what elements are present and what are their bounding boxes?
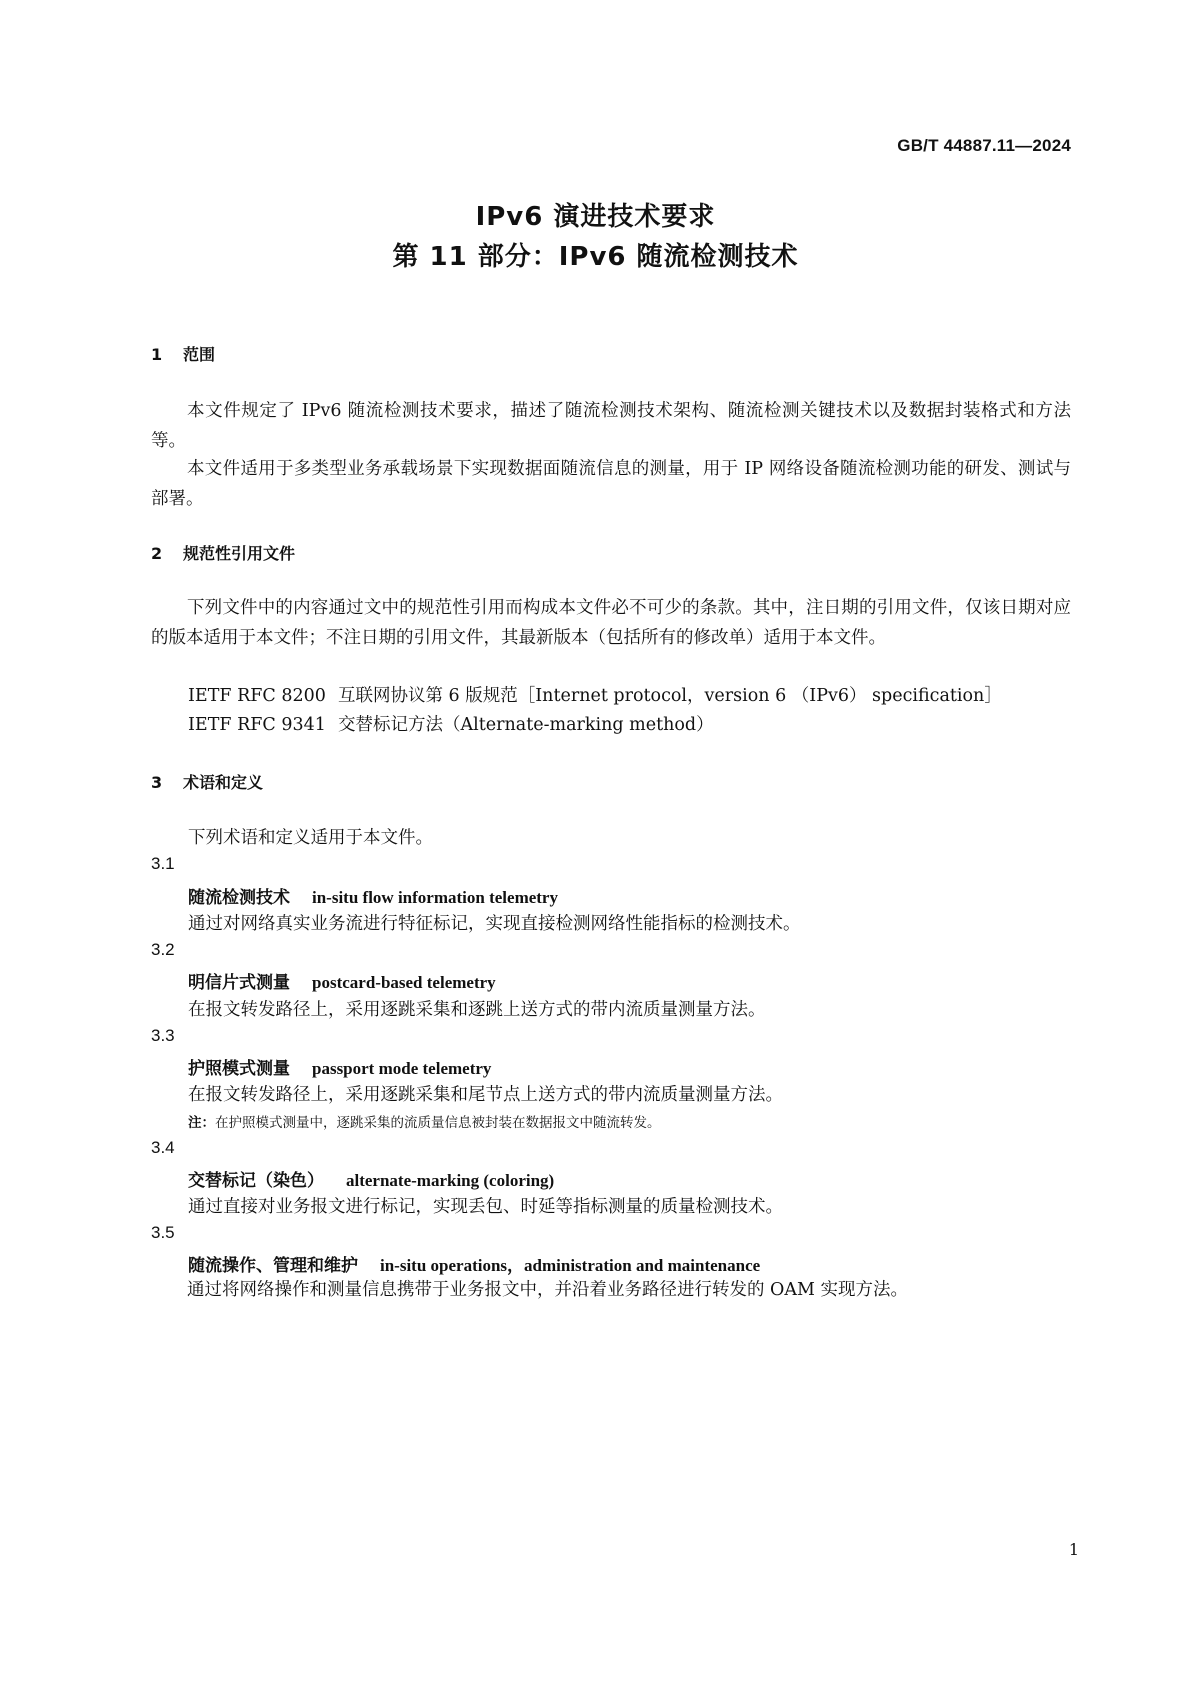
term-heading	[188, 968, 496, 993]
reference-item	[188, 711, 714, 736]
terms-intro: 下列术语和定义适用于本文件。	[188, 828, 433, 848]
reference-title: 互联网协议第 6 版规范［Internet protocol，version 6 （IPv6） specification］	[338, 686, 1002, 706]
term-chinese: 随流操作、管理和维护	[188, 1256, 358, 1276]
term-english: passport mode telemetry	[312, 1059, 492, 1078]
reference-title: 交替标记方法（Alternate-marking method）	[338, 715, 714, 735]
term-english: in-situ flow information telemetry	[312, 888, 558, 907]
section-title: 范围	[183, 345, 216, 364]
term-note	[188, 1111, 661, 1131]
document-title-line2: 第 11 部分：IPv6 随流检测技术	[392, 242, 799, 272]
reference-code: IETF RFC 9341	[188, 715, 326, 735]
term-number: 3.3	[151, 1026, 175, 1045]
term-heading	[188, 1054, 491, 1079]
term-number: 3.5	[151, 1223, 175, 1242]
section-2-heading	[151, 541, 295, 564]
section-3-heading	[151, 770, 263, 793]
page-number: 1	[1068, 1540, 1079, 1559]
normative-references-paragraph: 下列文件中的内容通过文中的规范性引用而构成本文件必不可少的条款。其中，注日期的引用文件，仅该日期对应的版本适用于本文件；不注日期的引用文件，其最新版本（包括所有的修改单）适用于本文件。	[151, 598, 1071, 648]
section-title: 术语和定义	[183, 773, 264, 792]
term-chinese: 明信片式测量	[188, 973, 290, 993]
term-english: in-situ operations，administration and maintenance	[380, 1256, 761, 1275]
term-english: postcard-based telemetry	[312, 973, 496, 992]
term-english: alternate-marking (coloring)	[346, 1171, 555, 1190]
term-definition: 通过对网络真实业务流进行特征标记，实现直接检测网络性能指标的检测技术。	[188, 914, 801, 934]
standard-number: GB/T 44887.11—2024	[897, 136, 1071, 155]
term-definition: 通过直接对业务报文进行标记，实现丢包、时延等指标测量的质量检测技术。	[188, 1197, 783, 1217]
document-title-line1: IPv6 演进技术要求	[475, 202, 716, 232]
section-number: 3	[151, 773, 163, 792]
section-title: 规范性引用文件	[183, 544, 296, 563]
term-heading	[188, 1166, 554, 1191]
term-definition: 通过将网络操作和测量信息携带于业务报文中，并沿着业务路径进行转发的 OAM 实现方法。	[187, 1280, 909, 1300]
term-chinese: 护照模式测量	[188, 1059, 290, 1079]
term-chinese: 随流检测技术	[188, 888, 290, 908]
reference-item	[188, 682, 1002, 707]
note-label: 注：	[188, 1115, 215, 1131]
term-number: 3.1	[151, 854, 175, 873]
term-definition: 在报文转发路径上，采用逐跳采集和逐跳上送方式的带内流质量测量方法。	[188, 1000, 766, 1020]
term-chinese: 交替标记（染色）	[188, 1171, 324, 1191]
section-1-heading	[151, 342, 215, 365]
term-number: 3.2	[151, 940, 175, 959]
term-number: 3.4	[151, 1138, 175, 1157]
section-number: 2	[151, 544, 163, 563]
reference-code: IETF RFC 8200	[188, 686, 326, 706]
scope-paragraph-2: 本文件适用于多类型业务承载场景下实现数据面随流信息的测量，用于 IP 网络设备随流检测功能的研发、测试与部署。	[151, 459, 1071, 509]
scope-paragraph-1: 本文件规定了 IPv6 随流检测技术要求，描述了随流检测技术架构、随流检测关键技术以及数据封装格式和方法等。	[151, 401, 1071, 451]
note-text: 在护照模式测量中，逐跳采集的流质量信息被封装在数据报文中随流转发。	[215, 1115, 661, 1131]
term-heading	[188, 883, 558, 908]
term-heading	[188, 1251, 760, 1276]
term-definition: 在报文转发路径上，采用逐跳采集和尾节点上送方式的带内流质量测量方法。	[188, 1085, 783, 1105]
section-number: 1	[151, 345, 163, 364]
